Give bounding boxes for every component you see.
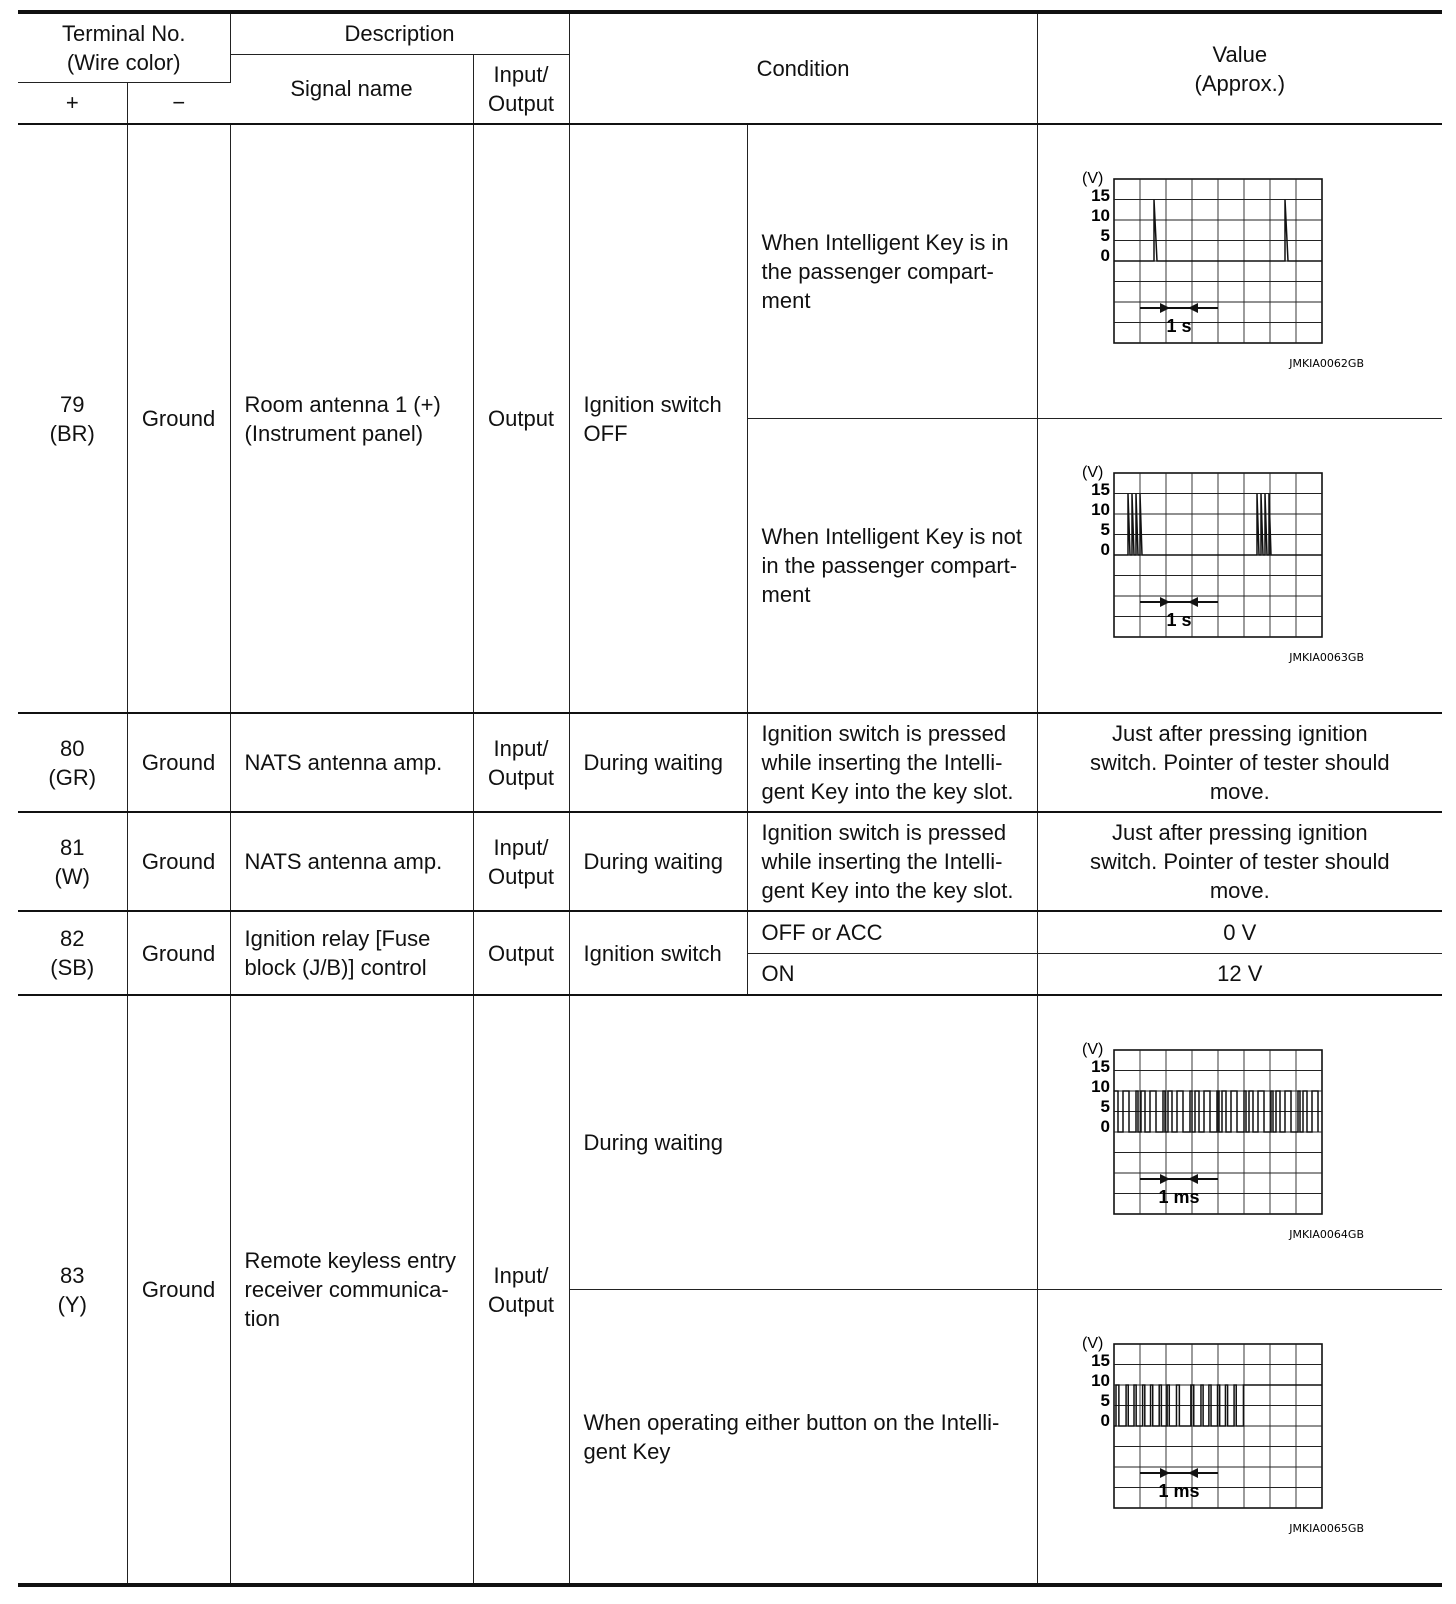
value-82-a: 0 V [1037, 911, 1442, 953]
waveform-83-b [1038, 1290, 1443, 1576]
cond-main-81: During waiting [569, 812, 747, 911]
value-83-b [1037, 1290, 1442, 1586]
row-82 [18, 911, 1442, 995]
time-arrowhead [1160, 1468, 1170, 1478]
time-arrowhead [1188, 1174, 1198, 1184]
time-scale-label: 1 s [1166, 316, 1192, 336]
figure-code: JMKIA0062GB [1288, 357, 1364, 370]
header-description: Description [230, 12, 569, 54]
cond-82-b: ON [747, 953, 1037, 995]
axis-tick-label: 5 [1100, 226, 1110, 245]
cond-83-b: When operating either button on the Intelli- gent Key [569, 1290, 1037, 1586]
axis-tick-label: 10 [1090, 500, 1110, 519]
cond-82-a: OFF or ACC [747, 911, 1037, 953]
axis-tick-label: 15 [1090, 186, 1110, 205]
io-81: Input/ Output [473, 812, 569, 911]
ground-79: Ground [127, 124, 230, 713]
figure-code: JMKIA0064GB [1288, 1228, 1364, 1241]
axis-tick-label: 5 [1100, 1097, 1110, 1116]
waveform-83-a [1038, 996, 1443, 1282]
axis-unit-label: (V) [1081, 170, 1103, 187]
axis-tick-label: 0 [1100, 1411, 1110, 1430]
time-arrowhead [1188, 303, 1198, 313]
axis-tick-label: 15 [1090, 1057, 1110, 1076]
ground-83: Ground [127, 995, 230, 1585]
ground-81: Ground [127, 812, 230, 911]
time-scale-label: 1 ms [1158, 1187, 1200, 1207]
value-80: Just after pressing ignition switch. Pointer of tester should move. [1037, 713, 1442, 812]
axis-tick-label: 0 [1100, 540, 1110, 559]
terminal-81: 81 (W) [18, 812, 127, 911]
terminal-83: 83 (Y) [18, 995, 127, 1585]
axis-tick-label: 15 [1090, 1351, 1110, 1370]
io-79: Output [473, 124, 569, 713]
waveform-79-b [1038, 419, 1443, 705]
cond-main-80: During waiting [569, 713, 747, 812]
ground-82: Ground [127, 911, 230, 995]
signal-79: Room antenna 1 (+) (Instrument panel) [230, 124, 473, 713]
header-minus: − [127, 82, 230, 124]
value-81: Just after pressing ignition switch. Pointer of tester should move. [1037, 812, 1442, 911]
axis-tick-label: 5 [1100, 1391, 1110, 1410]
row-83 [18, 995, 1442, 1585]
time-arrowhead [1160, 303, 1170, 313]
axis-tick-label: 5 [1100, 520, 1110, 539]
terminal-80: 80 (GR) [18, 713, 127, 812]
ground-80: Ground [127, 713, 230, 812]
cond-81: Ignition switch is pressed while inserting the Intelli- gent Key into the key slot. [747, 812, 1037, 911]
cond-main-82: Ignition switch [569, 911, 747, 995]
row-79 [18, 124, 1442, 713]
io-80: Input/ Output [473, 713, 569, 812]
figure-code: JMKIA0063GB [1288, 651, 1364, 664]
signal-82: Ignition relay [Fuse block (J/B)] control [230, 911, 473, 995]
value-79-b [1037, 419, 1442, 714]
axis-tick-label: 0 [1100, 246, 1110, 265]
cond-79-a: When Intelligent Key is in the passenger compart- ment [747, 124, 1037, 419]
value-83-a [1037, 995, 1442, 1290]
io-83: Input/ Output [473, 995, 569, 1585]
axis-tick-label: 10 [1090, 206, 1110, 225]
cond-80: Ignition switch is pressed while inserting the Intelli- gent Key into the key slot. [747, 713, 1037, 812]
cond-79-b: When Intelligent Key is not in the passenger compart- ment [747, 419, 1037, 714]
header-io: Input/ Output [473, 54, 569, 124]
header-terminal: Terminal No. (Wire color) [18, 12, 230, 82]
axis-tick-label: 15 [1090, 480, 1110, 499]
time-scale-label: 1 s [1166, 610, 1192, 630]
time-arrowhead [1160, 1174, 1170, 1184]
terminal-82: 82 (SB) [18, 911, 127, 995]
figure-code: JMKIA0065GB [1288, 1522, 1364, 1535]
signal-83: Remote keyless entry receiver communica- tion [230, 995, 473, 1585]
time-arrowhead [1160, 597, 1170, 607]
terminal-spec-table [18, 10, 1442, 1587]
table-header [18, 12, 1442, 124]
header-plus: + [18, 82, 127, 124]
header-signal-name: Signal name [230, 54, 473, 124]
cond-main-79: Ignition switch OFF [569, 124, 747, 713]
cond-83-a: During waiting [569, 995, 1037, 1290]
time-arrowhead [1188, 1468, 1198, 1478]
row-81 [18, 812, 1442, 911]
value-82-b: 12 V [1037, 953, 1442, 995]
time-scale-label: 1 ms [1158, 1481, 1200, 1501]
axis-tick-label: 10 [1090, 1371, 1110, 1390]
signal-80: NATS antenna amp. [230, 713, 473, 812]
terminal-79: 79 (BR) [18, 124, 127, 713]
header-condition: Condition [569, 12, 1037, 124]
io-82: Output [473, 911, 569, 995]
axis-unit-label: (V) [1081, 1335, 1103, 1352]
axis-unit-label: (V) [1081, 464, 1103, 481]
axis-tick-label: 10 [1090, 1077, 1110, 1096]
axis-unit-label: (V) [1081, 1041, 1103, 1058]
row-80 [18, 713, 1442, 812]
time-arrowhead [1188, 597, 1198, 607]
value-79-a [1037, 124, 1442, 419]
axis-tick-label: 0 [1100, 1117, 1110, 1136]
header-value: Value (Approx.) [1037, 12, 1442, 124]
waveform-79-a [1038, 125, 1443, 411]
signal-81: NATS antenna amp. [230, 812, 473, 911]
